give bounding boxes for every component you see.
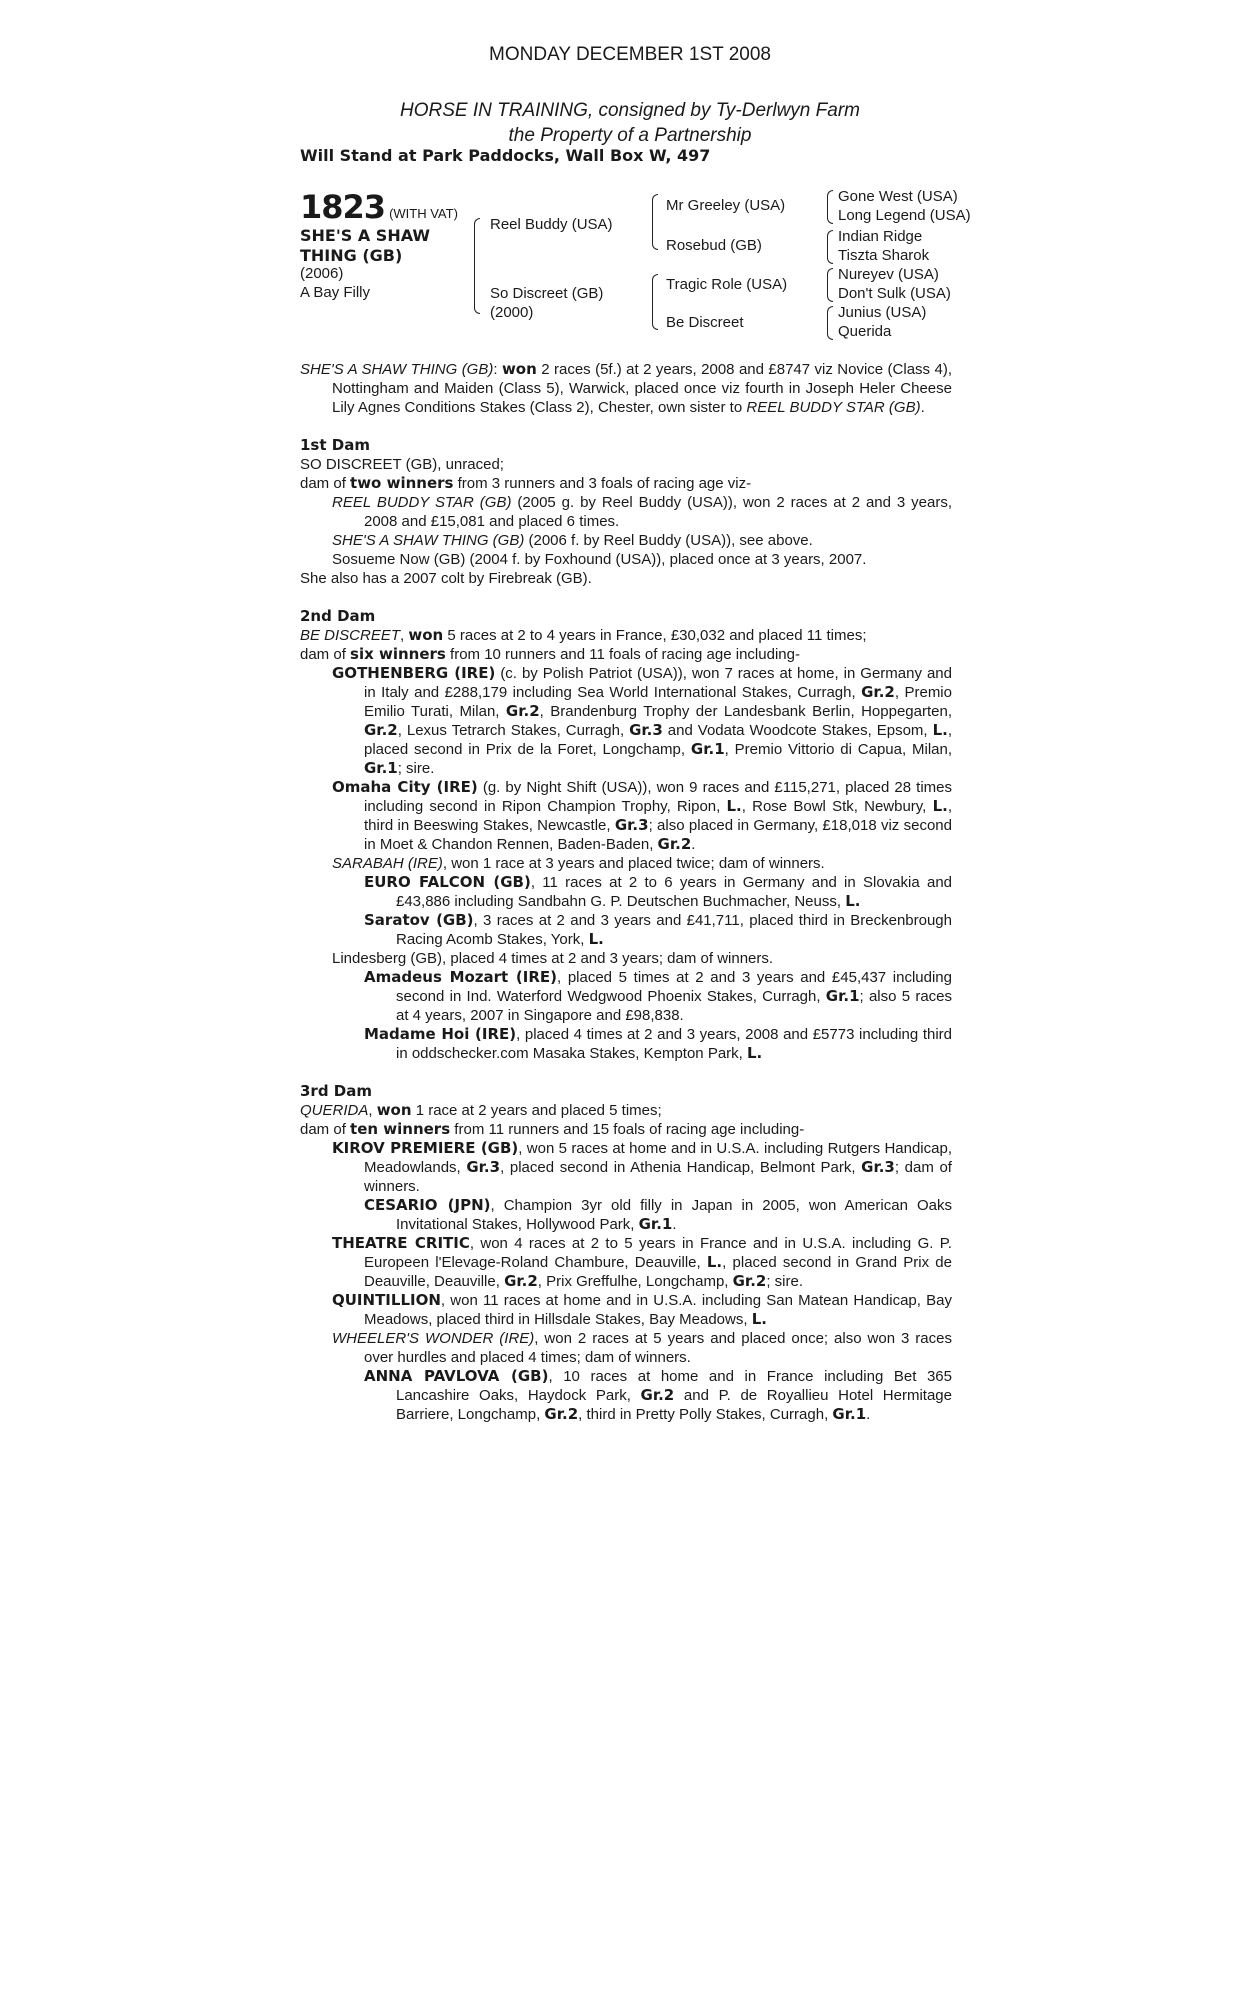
dam-produce-summary: dam of ten winners from 11 runners and 15 foals of racing age including- — [300, 1120, 805, 1138]
dam-entry: SO DISCREET (GB), unraced; — [300, 456, 504, 473]
dam-produce-summary: dam of two winners from 3 runners and 3 foals of racing age viz- — [300, 474, 752, 492]
dam-entry: QUERIDA, won 1 race at 2 years and placed 5 times; — [300, 1101, 662, 1119]
produce-entry: GOTHENBERG (IRE) (c. by Polish Patriot (USA)), won 7 races at home, in Germany and in Italy and £288,179 including Sea World International Stakes, Curragh, Gr.2, Premio Emilio Turati, Milan, Gr.2, Brandenburg Trophy der Landesbank Berlin, Hoppegarten, Gr.2, Lexus Tetrarch Stakes, Curragh, Gr.3 and Vodata Woodcote Stakes, Epsom, L., placed second in Prix de la Foret, Longchamp, Gr.1, Premio Vittorio di Capua, Milan, Gr.1; sire. — [332, 664, 952, 777]
consignor-line: HORSE IN TRAINING, consigned by Ty-Derlwyn Farm — [400, 100, 860, 121]
produce-entry: QUINTILLION, won 11 races at home and in U.S.A. including San Matean Handicap, Bay Meadows, placed third in Hillsdale Stakes, Bay Meadows, L. — [332, 1291, 952, 1328]
produce-entry: Saratov (GB), 3 races at 2 and 3 years and £41,711, placed third in Breckenbrough Racing Acomb Stakes, York, L. — [364, 911, 952, 948]
produce-entry: Omaha City (IRE) (g. by Night Shift (USA)), won 9 races and £115,271, placed 28 times including second in Ripon Champion Trophy, Ripon, L., Rose Bowl Stk, Newbury, L., third in Beeswing Stakes, Newcastle, Gr.3; also placed in Germany, £18,018 viz second in Moet & Chandon Rennen, Baden-Baden, Gr.2. — [332, 778, 952, 853]
produce-entry: Lindesberg (GB), placed 4 times at 2 and 3 years; dam of winners. — [332, 950, 774, 967]
pedigree-g1: Gone West (USA) — [838, 188, 958, 205]
first-dam-heading: 1st Dam — [300, 436, 370, 454]
horse-year: (2006) — [300, 265, 344, 282]
produce-entry: Amadeus Mozart (IRE), placed 5 times at 2 and 3 years and £45,437 including second in Ind. Waterford Wedgwood Phoenix Stakes, Curragh, Gr.1; also 5 races at 4 years, 2007 in Singapore and £98,838. — [364, 968, 952, 1024]
stand-location: Will Stand at Park Paddocks, Wall Box W, 497 — [300, 146, 711, 165]
pedigree-g8: Querida — [838, 323, 892, 340]
pedigree-dam-year: (2000) — [490, 304, 534, 321]
pedigree-sire-sire: Mr Greeley (USA) — [666, 197, 786, 214]
produce-entry: CESARIO (JPN), Champion 3yr old filly in Japan in 2005, won American Oaks Invitational Stakes, Hollywood Park, Gr.1. — [364, 1196, 952, 1233]
pedigree-brace — [474, 218, 480, 314]
catalogue-body — [300, 360, 952, 1424]
pedigree-brace — [827, 306, 833, 340]
sale-date: MONDAY DECEMBER 1ST 2008 — [489, 44, 771, 65]
produce-entry: WHEELER'S WONDER (IRE), won 2 races at 5 years and placed once; also won 3 races over hurdles and placed 4 times; dam of winners. — [332, 1330, 952, 1366]
produce-entry: SARABAH (IRE), won 1 race at 3 years and placed twice; dam of winners. — [332, 855, 825, 872]
produce-entry: REEL BUDDY STAR (GB) (2005 g. by Reel Buddy (USA)), won 2 races at 2 and 3 years, 2008 and £15,081 and placed 6 times. — [332, 494, 953, 530]
produce-entry: THEATRE CRITIC, won 4 races at 2 to 5 years in France and in U.S.A. including G. P. Europeen l'Elevage-Roland Chambure, Deauville, L., placed second in Grand Prix de Deauville, Deauville, Gr.2, Prix Greffulhe, Longchamp, Gr.2; sire. — [332, 1234, 952, 1290]
pedigree-brace — [827, 268, 833, 302]
produce-entry: ANNA PAVLOVA (GB), 10 races at home and in France including Bet 365 Lancashire Oaks, Haydock Park, Gr.2 and P. de Royallieu Hotel Hermitage Barriere, Longchamp, Gr.2, third in Pretty Polly Stakes, Curragh, Gr.1. — [364, 1367, 952, 1423]
property-line: the Property of a Partnership — [508, 125, 752, 146]
dam-produce-summary: dam of six winners from 10 runners and 11 foals of racing age including- — [300, 645, 800, 663]
pedigree-dam-dam: Be Discreet — [666, 314, 744, 331]
pedigree-dam: So Discreet (GB) — [490, 285, 604, 302]
pedigree-brace — [827, 190, 833, 224]
horse-description: A Bay Filly — [300, 284, 371, 301]
produce-entry: Madame Hoi (IRE), placed 4 times at 2 and 3 years, 2008 and £5773 including third in oddschecker.com Masaka Stakes, Kempton Park, L. — [364, 1025, 952, 1062]
second-dam-heading: 2nd Dam — [300, 607, 376, 625]
pedigree-g7: Junius (USA) — [838, 304, 927, 321]
produce-entry: EURO FALCON (GB), 11 races at 2 to 6 years in Germany and in Slovakia and £43,886 including Sandbahn G. P. Deutschen Buchmacher, Neuss, L. — [364, 873, 953, 910]
lot-heading — [300, 188, 458, 226]
vat-note: (WITH VAT) — [389, 206, 458, 221]
horse-summary: SHE'S A SHAW THING (GB): won 2 races (5f.) at 2 years, 2008 and £8747 viz Novice (Class 4), Nottingham and Maiden (Class 5), Warwick, placed once viz fourth in Joseph Heler Cheese Lily Agnes Conditions Stakes (Class 2), Chester, own sister to REEL BUDDY STAR (GB). — [300, 360, 952, 416]
pedigree-g5: Nureyev (USA) — [838, 266, 939, 283]
pedigree-dam-sire: Tragic Role (USA) — [666, 276, 788, 293]
pedigree-g6: Don't Sulk (USA) — [838, 285, 951, 302]
produce-note: She also has a 2007 colt by Firebreak (GB). — [300, 570, 592, 587]
produce-entry: Sosueme Now (GB) (2004 f. by Foxhound (USA)), placed once at 3 years, 2007. — [332, 551, 867, 568]
produce-entry: SHE'S A SHAW THING (GB) (2006 f. by Reel Buddy (USA)), see above. — [332, 532, 813, 549]
horse-name: SHE'S A SHAW THING (GB) — [300, 226, 431, 265]
pedigree-g4: Tiszta Sharok — [838, 247, 930, 264]
pedigree-g2: Long Legend (USA) — [838, 207, 971, 224]
pedigree-brace — [652, 194, 658, 250]
lot-number: 1823 — [300, 188, 386, 226]
third-dam-heading: 3rd Dam — [300, 1082, 372, 1100]
pedigree-brace — [827, 230, 833, 264]
produce-entry: KIROV PREMIERE (GB), won 5 races at home and in U.S.A. including Rutgers Handicap, Meadowlands, Gr.3, placed second in Athenia Handicap, Belmont Park, Gr.3; dam of winners. — [332, 1139, 952, 1195]
consignor-block — [300, 98, 960, 148]
pedigree-sire-dam: Rosebud (GB) — [666, 237, 762, 254]
pedigree-sire: Reel Buddy (USA) — [490, 216, 613, 233]
pedigree-brace — [652, 274, 658, 330]
pedigree-g3: Indian Ridge — [838, 228, 923, 245]
dam-entry: BE DISCREET, won 5 races at 2 to 4 years in France, £30,032 and placed 11 times; — [300, 626, 867, 644]
